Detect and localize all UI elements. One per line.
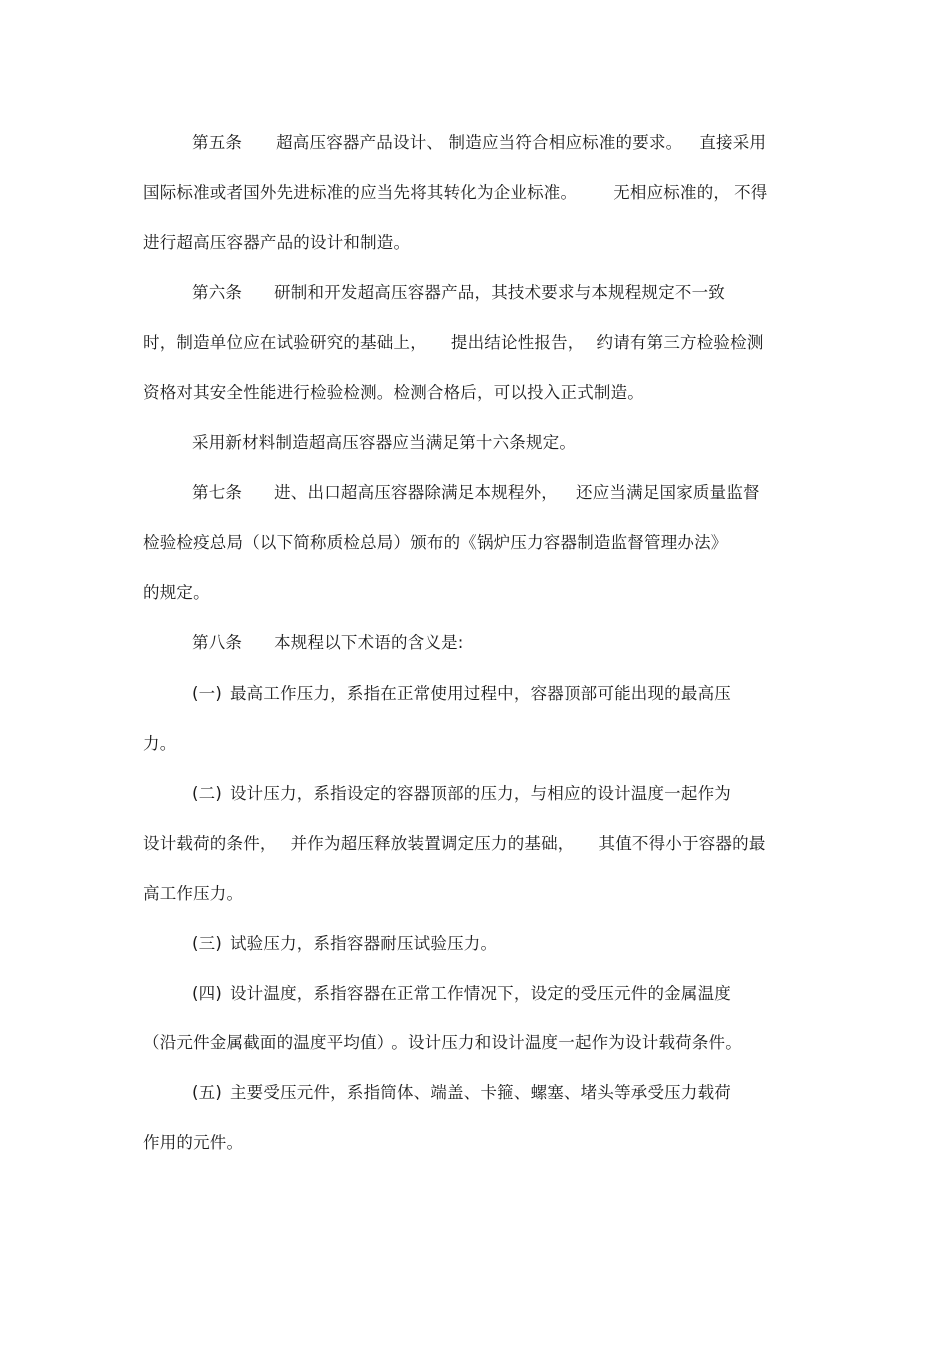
text-segment: 本规程以下术语的含义是: [274,633,464,652]
text-segment: 进行超高压容器产品的设计和制造。 [143,233,411,252]
article-6-number: 第六条 [192,283,243,302]
text-segment: 进、出口超高压容器除满足本规程外， [274,483,559,502]
text-segment: 不得 [734,183,768,202]
text-segment: 。设计压力和设计温度一起作为设计载荷条件。 [391,1033,742,1052]
text-segment: 主要受压元件，系指筒体、端盖、卡箍、螺塞、堵头等承受压力载荷 [229,1083,731,1102]
text-segment: 无相应标准的， [613,183,731,202]
item-4-line-1 [192,983,731,1005]
item-5-marker: (五) [192,1083,222,1102]
article-5-number: 第五条 [192,133,243,152]
text-segment: 的规定。 [143,583,210,602]
item-2-line-3 [143,883,243,905]
article-7-line-2 [143,532,728,554]
text-segment: （沿元件金属截面的温度平均值） [143,1033,386,1052]
text-segment: 直接采用 [699,133,767,152]
article-6-line-2 [143,332,764,354]
text-segment: 提出结论性报告， [450,333,585,352]
article-8-number: 第八条 [192,633,243,652]
article-6-line-1 [192,282,725,304]
text-segment: 设计压力，系指设定的容器顶部的压力，与相应的设计温度一起作为 [229,784,731,803]
item-2-line-1 [192,783,731,805]
item-3-marker: (三) [192,934,222,953]
text-segment: 其值不得小于容器的最 [598,834,766,853]
article-6-line-4 [192,432,576,454]
text-segment: 设计载荷的条件， [143,834,277,853]
article-5-line-2 [143,182,768,204]
text-segment: 时，制造单位应在试验研究的基础上， [143,333,427,352]
text-segment: 超高压容器产品设计、 制造应当符合相应标准的要求。 [276,133,683,152]
item-5-line-2 [143,1132,243,1154]
item-5-line-1 [192,1082,731,1104]
text-segment: 还应当满足国家质量监督 [576,483,760,502]
text-segment: 最高工作压力，系指在正常使用过程中，容器顶部可能出现的最高压 [229,684,731,703]
text-segment: 试验压力，系指容器耐压试验压力。 [229,934,498,953]
item-2-line-2 [143,833,766,855]
text-segment: 高工作压力。 [143,884,244,903]
text-segment: 资格对其安全性能进行检验检测。检测合格后，可以投入正式制造。 [143,383,644,402]
text-segment: 国际标准或者国外先进标准的应当先将其转化为企业标准。 [143,183,578,202]
item-1-line-1 [192,683,731,705]
text-segment: 力。 [143,734,177,753]
article-7-number: 第七条 [192,483,243,502]
item-4-line-2 [143,1032,742,1054]
item-4-marker: (四) [192,984,222,1003]
item-3-line-1 [192,933,497,955]
item-2-marker: (二) [192,784,222,803]
article-7-line-3 [143,582,210,604]
article-6-line-3 [143,382,644,404]
text-segment: 约请有第三方检验检测 [596,333,764,352]
item-1-marker: (一) [192,684,222,703]
article-8-line-1 [192,632,464,654]
text-segment: 设计温度，系指容器在正常工作情况下，设定的受压元件的金属温度 [229,984,731,1003]
text-segment: 作用的元件。 [143,1133,244,1152]
item-1-line-2 [143,733,176,755]
text-segment: 研制和开发超高压容器产品，其技术要求与本规程规定不一致 [274,283,726,302]
text-segment: 并作为超压释放装置调定压力的基础， [290,834,575,853]
text-segment: 检验检疫总局（以下简称质检总局）颁布的《锅炉压力容器制造监督管理办法》 [143,533,728,552]
article-5-line-1 [192,132,766,154]
text-segment: 采用新材料制造超高压容器应当满足第十六条规定。 [192,433,577,452]
article-5-line-3 [143,232,410,254]
article-7-line-1 [192,482,760,504]
